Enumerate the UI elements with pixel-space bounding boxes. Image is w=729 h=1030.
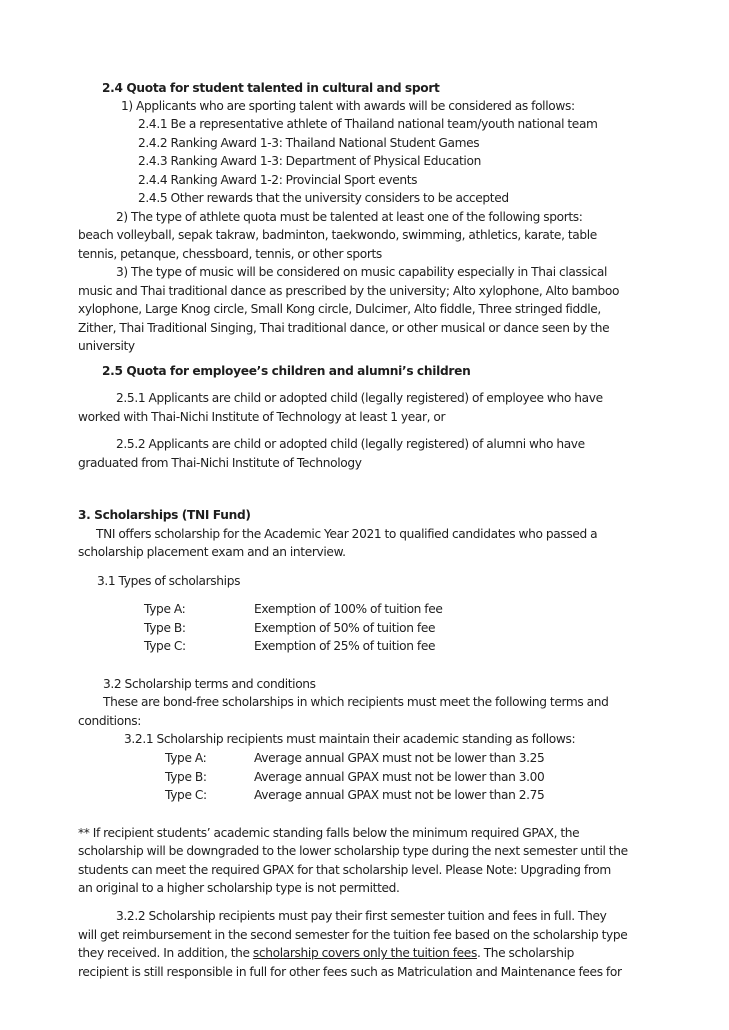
scholarship-type-value: Exemption of 25% of tuition fee <box>254 639 436 653</box>
section-heading-3: 3. Scholarships (TNI Fund) <box>78 508 251 522</box>
paragraph-line: TNI offers scholarship for the Academic Year 2021 to qualified candidates who passed a <box>96 527 598 541</box>
gpax-requirement: Average annual GPAX must not be lower than 3.00 <box>254 770 545 784</box>
text-run: they received. In addition, the <box>78 946 253 960</box>
list-item: 3.2.1 Scholarship recipients must maintain their academic standing as follows: <box>124 732 576 746</box>
note-line: students can meet the required GPAX for that scholarship level. Please Note: Upgrading from <box>78 863 611 877</box>
paragraph-line: recipient is still responsible in full for other fees such as Matriculation and Maintenance fees for <box>78 965 622 979</box>
paragraph-line <box>78 944 574 962</box>
list-item: 2.4.4 Ranking Award 1-2: Provincial Sport events <box>138 173 418 187</box>
list-item: 2.4.1 Be a representative athlete of Thailand national team/youth national team <box>138 117 598 131</box>
paragraph-line: university <box>78 339 135 353</box>
scholarship-type-label: Type C: <box>144 639 186 653</box>
gpax-requirement: Average annual GPAX must not be lower than 2.75 <box>254 788 545 802</box>
list-item: 1) Applicants who are sporting talent with awards will be considered as follows: <box>121 99 575 113</box>
list-item: 2.4.5 Other rewards that the university considers to be accepted <box>138 191 509 205</box>
paragraph-line: 2.5.1 Applicants are child or adopted child (legally registered) of employee who have <box>116 391 603 405</box>
text-run: . The scholarship <box>476 946 574 960</box>
section-heading-2-4: 2.4 Quota for student talented in cultural and sport <box>102 81 440 95</box>
scholarship-type-value: Exemption of 100% of tuition fee <box>254 602 443 616</box>
paragraph-line: These are bond-free scholarships in which recipients must meet the following terms and <box>103 695 609 709</box>
list-item: 2.4.2 Ranking Award 1-3: Thailand National Student Games <box>138 136 480 150</box>
scholarship-type-label: Type A: <box>144 602 186 616</box>
subsection-heading-3-1: 3.1 Types of scholarships <box>97 574 241 588</box>
section-heading-2-5: 2.5 Quota for employee’s children and alumni’s children <box>102 364 471 378</box>
note-line: an original to a higher scholarship type is not permitted. <box>78 881 400 895</box>
underlined-emphasis: scholarship covers only the tuition fees <box>252 946 477 960</box>
paragraph-line: xylophone, Large Knog circle, Small Kong circle, Dulcimer, Alto fiddle, Three stringed fiddle, <box>78 302 601 316</box>
subsection-heading-3-2: 3.2 Scholarship terms and conditions <box>103 677 316 691</box>
paragraph-line: scholarship placement exam and an interview. <box>78 545 346 559</box>
note-line: scholarship will be downgraded to the lower scholarship type during the next semester until the <box>78 844 628 858</box>
paragraph-line: 3) The type of music will be considered on music capability especially in Thai classical <box>116 265 608 279</box>
scholarship-type-value: Exemption of 50% of tuition fee <box>254 621 436 635</box>
paragraph-line: 2.5.2 Applicants are child or adopted child (legally registered) of alumni who have <box>116 437 585 451</box>
paragraph-line: conditions: <box>78 714 141 728</box>
gpax-type-label: Type B: <box>165 770 207 784</box>
paragraph-line: music and Thai traditional dance as prescribed by the university; Alto xylophone, Alto bamboo <box>78 284 620 298</box>
paragraph-line: beach volleyball, sepak takraw, badminton, taekwondo, swimming, athletics, karate, table <box>78 228 597 242</box>
paragraph-line: graduated from Thai-Nichi Institute of Technology <box>78 456 362 470</box>
gpax-requirement: Average annual GPAX must not be lower than 3.25 <box>254 751 545 765</box>
note-line: ** If recipient students’ academic standing falls below the minimum required GPAX, the <box>78 826 580 840</box>
gpax-type-label: Type A: <box>165 751 207 765</box>
paragraph-line: will get reimbursement in the second semester for the tuition fee based on the scholarship type <box>78 928 628 942</box>
list-item: 2.4.3 Ranking Award 1-3: Department of Physical Education <box>138 154 481 168</box>
paragraph-line: Zither, Thai Traditional Singing, Thai traditional dance, or other musical or dance seen by the <box>78 321 610 335</box>
paragraph-line: worked with Thai-Nichi Institute of Technology at least 1 year, or <box>78 410 446 424</box>
paragraph-line: 3.2.2 Scholarship recipients must pay their first semester tuition and fees in full. They <box>116 909 607 923</box>
gpax-type-label: Type C: <box>165 788 207 802</box>
scholarship-type-label: Type B: <box>144 621 186 635</box>
paragraph-line: 2) The type of athlete quota must be talented at least one of the following sports: <box>116 210 583 224</box>
paragraph-line: tennis, petanque, chessboard, tennis, or other sports <box>78 247 382 261</box>
